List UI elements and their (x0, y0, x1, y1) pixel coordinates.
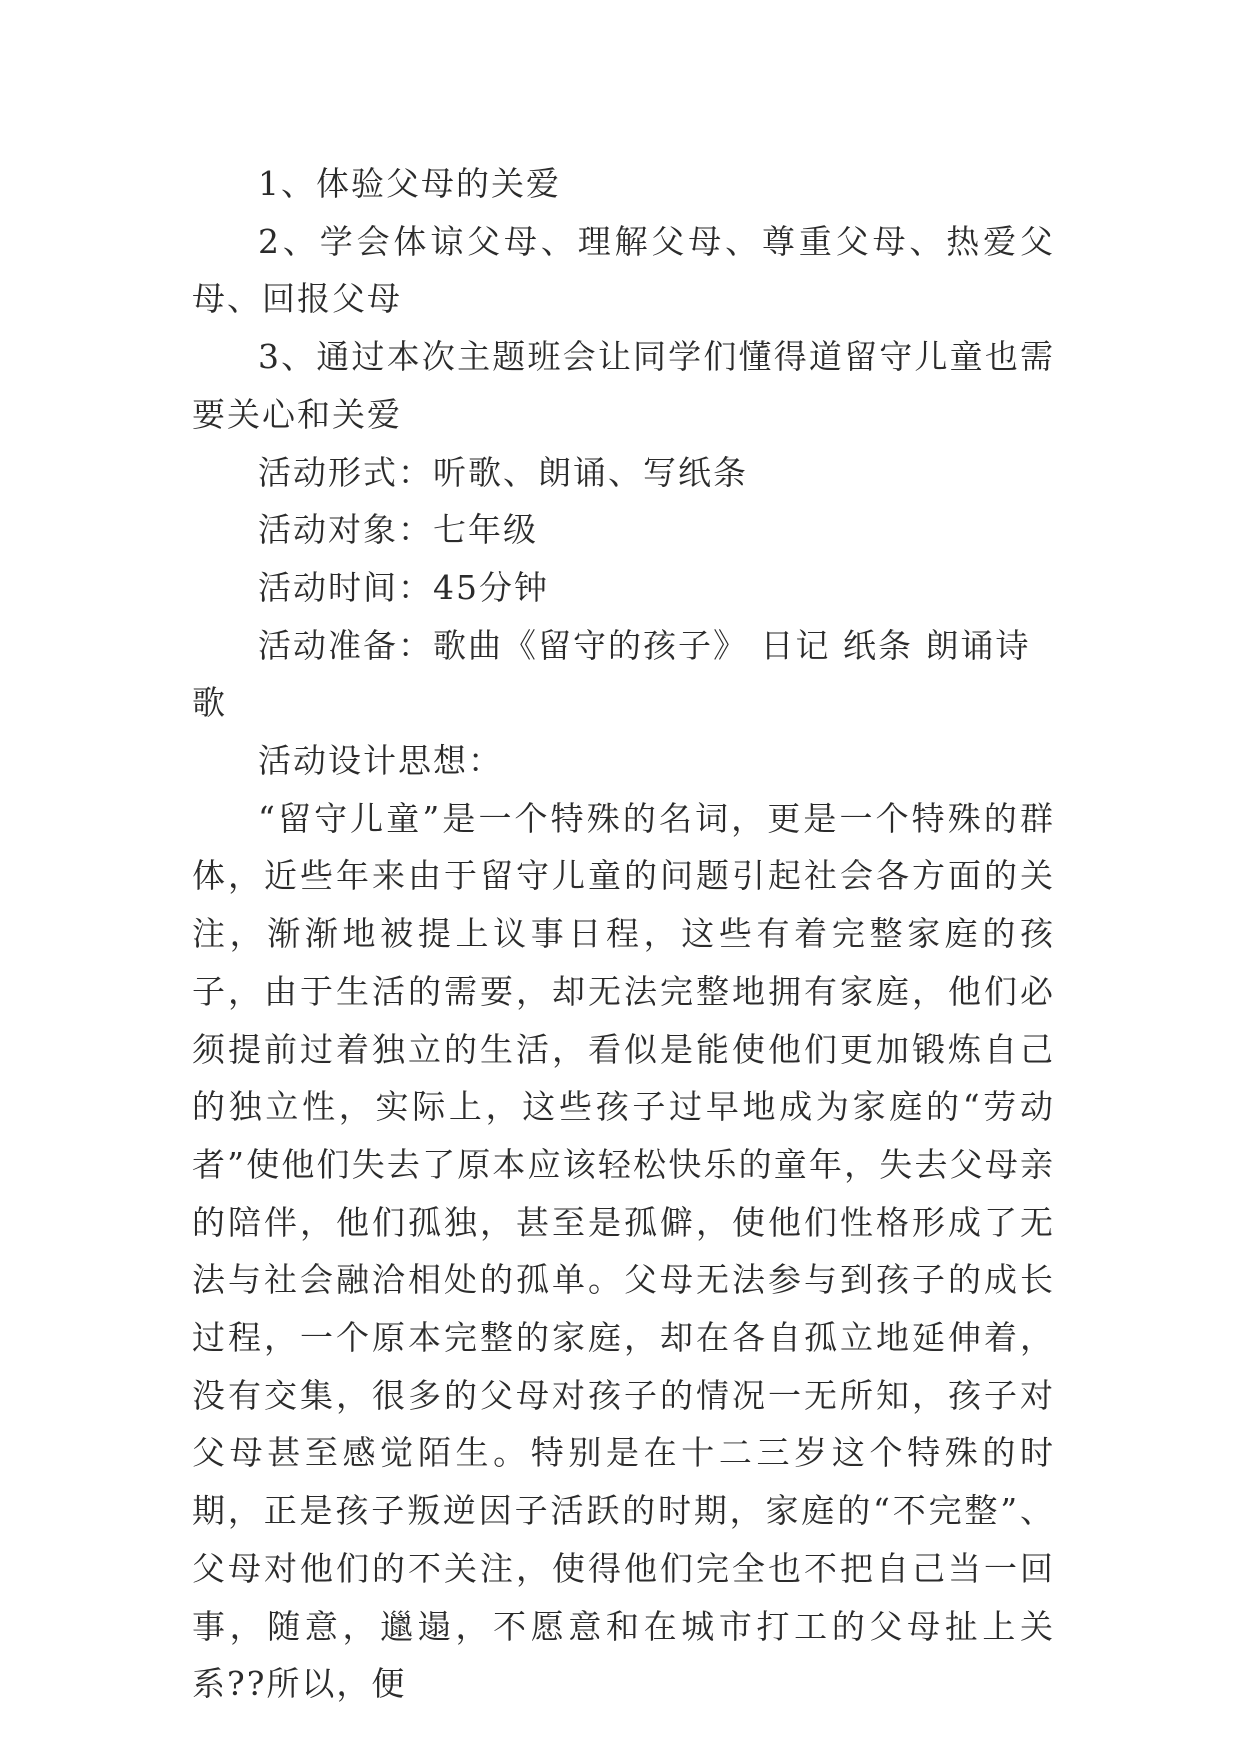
design-body-paragraph: “留守儿童”是一个特殊的名词，更是一个特殊的群体，近些年来由于留守儿童的问题引起社会各方面的关注，渐渐地被提上议事日程，这些有着完整家庭的孩子，由于生活的需要，却无法完整地拥有家庭，他们必须提前过着独立的生活，看似是能使他们更加锻炼自己的独立性，实际上，这些孩子过早地成为家庭的“劳动者”使他们失去了原本应该轻松快乐的童年，失去父母亲的陪伴，他们孤独，甚至是孤僻，使他们性格形成了无法与社会融洽相处的孤单。父母无法参与到孩子的成长过程，一个原本完整的家庭，却在各自孤立地延伸着，没有交集，很多的父母对孩子的情况一无所知，孩子对父母甚至感觉陌生。特别是在十二三岁这个特殊的时期，正是孩子叛逆因子活跃的时期，家庭的“不完整”、父母对他们的不关注，使得他们完全也不把自己当一回事，随意，邋遢，不愿意和在城市打工的父母扯上关系??所以，便 (192, 798, 1055, 1704)
goal-item-2: 2、学会体谅父母、理解父母、尊重父母、热爱父母、回报父母 (192, 221, 1055, 319)
activity-audience-line: 活动对象：七年级 (258, 510, 538, 550)
activity-form-line: 活动形式：听歌、朗诵、写纸条 (258, 452, 748, 492)
goal-item-1: 1、体验父母的关爱 (258, 164, 561, 203)
activity-preparation-line: 活动准备：歌曲《留守的孩子》 日记 纸条 朗诵诗歌 (192, 625, 1031, 723)
goal-item-3: 3、通过本次主题班会让同学们懂得道留守儿童也需要关心和关爱 (192, 337, 1055, 434)
activity-duration-line: 活动时间：45分钟 (258, 567, 549, 607)
design-heading: 活动设计思想： (258, 741, 503, 781)
document-body (192, 155, 1055, 1713)
